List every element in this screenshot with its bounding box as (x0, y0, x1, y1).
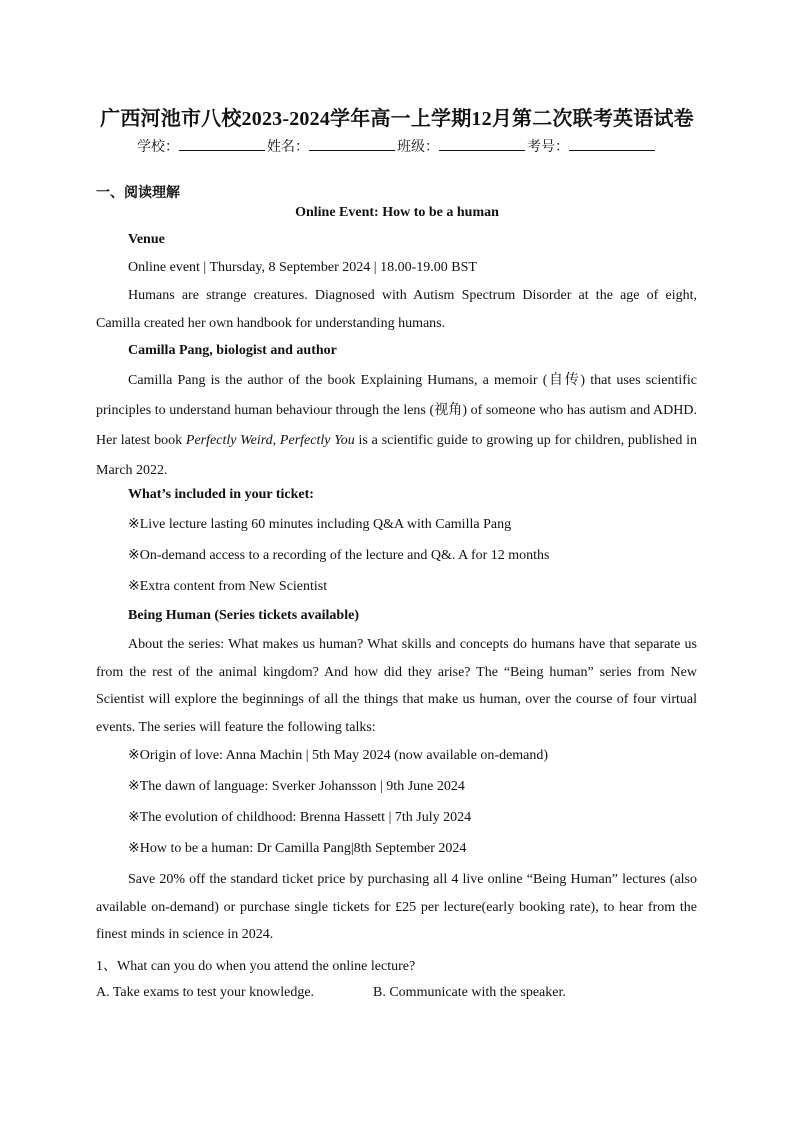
ticket-item: ※Extra content from New Scientist (128, 579, 328, 594)
passage-title: Online Event: How to be a human (295, 205, 499, 220)
name-blank[interactable] (309, 136, 395, 151)
author-paragraph (96, 366, 697, 486)
ticket-item: ※Live lecture lasting 60 minutes including Q&A with Camilla Pang (128, 517, 512, 532)
author-text-before: Camilla Pang is the author of the book Explaining Humans, a memoir (自传) that uses scientific principles to understand human behaviour through the lens (视角) of someone who has autism and ADHD. Her latest book (96, 373, 697, 448)
school-blank[interactable] (179, 136, 265, 151)
school-label: 学校： (137, 139, 179, 155)
ticket-item: ※On-demand access to a recording of the lecture and Q&. A for 12 months (128, 548, 550, 563)
class-label: 班级： (397, 139, 439, 155)
page-title: 广西河池市八校2023-2024学年高一上学期12月第二次联考英语试卷 (100, 108, 694, 130)
author-book-title: Perfectly Weird, Perfectly You (185, 433, 355, 448)
series-paragraph: About the series: What makes us human? What skills and concepts do humans have that separate us from the rest of the animal kingdom? And how did they arise? The “Being human” series from New Scientist will explore the beginnings of all the things that make us human, over the course of four virtual events. The series will feature the following talks: (96, 637, 697, 735)
question-1-option-a[interactable]: A. Take exams to test your knowledge. (96, 985, 315, 1000)
ticket-heading: What’s included in your ticket: (128, 487, 314, 502)
save-paragraph: Save 20% off the standard ticket price by purchasing all 4 live online “Being Human” lectures (also available on-demand) or purchase single tickets for £25 per lecture(early booking rate), to hear from the finest minds in science in 2024. (96, 872, 697, 942)
number-label: 考号： (527, 139, 569, 155)
talk-item: ※Origin of love: Anna Machin | 5th May 2024 (now available on-demand) (128, 748, 549, 763)
author-heading: Camilla Pang, biologist and author (128, 343, 337, 358)
student-info-line (0, 136, 794, 156)
question-1-stem: 1、What can you do when you attend the online lecture? (96, 959, 416, 974)
class-blank[interactable] (439, 136, 525, 151)
talk-item: ※The dawn of language: Sverker Johansson | 9th June 2024 (128, 779, 465, 794)
intro-paragraph: Humans are strange creatures. Diagnosed with Autism Spectrum Disorder at the age of eight, Camilla created her own handbook for understanding humans. (96, 288, 697, 331)
talk-item: ※The evolution of childhood: Brenna Hassett | 7th July 2024 (128, 810, 472, 825)
question-1-option-b[interactable]: B. Communicate with the speaker. (373, 985, 566, 1000)
series-heading: Being Human (Series tickets available) (128, 608, 359, 623)
author-text-after: is a scientific guide to growing up for children, published in March 2022. (96, 433, 697, 478)
name-label: 姓名： (267, 139, 309, 155)
venue-text: Online event | Thursday, 8 September 2024 | 18.00-19.00 BST (128, 260, 477, 275)
venue-heading: Venue (128, 232, 165, 247)
section-heading: 一、阅读理解 (96, 185, 180, 201)
talk-item: ※How to be a human: Dr Camilla Pang|8th September 2024 (128, 841, 467, 856)
number-blank[interactable] (569, 136, 655, 151)
